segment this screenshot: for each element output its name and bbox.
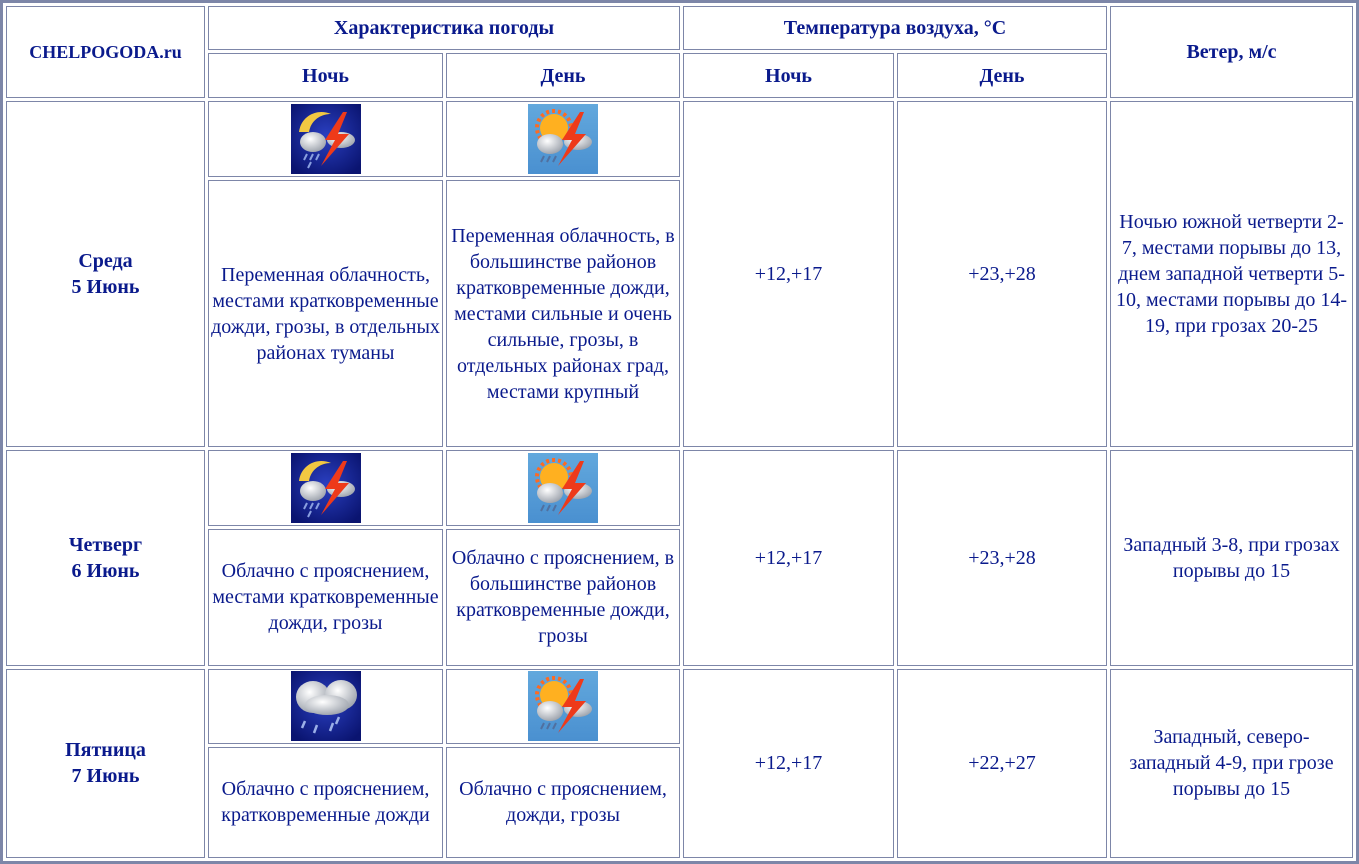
header-char-day: День — [446, 53, 680, 98]
header-weather-characteristics: Характеристика погоды — [208, 6, 680, 50]
day-icon-cell — [446, 101, 680, 177]
day-description: Переменная облачность, в большинстве районов кратковременные дожди, местами сильные и очень сильные, грозы, в отдельных районах град, местами крупный — [446, 180, 680, 447]
moon-cloud-thunderstorm-icon — [291, 104, 361, 174]
wind-description: Западный 3-8, при грозах порывы до 15 — [1110, 450, 1353, 665]
temp-night: +12,+17 — [683, 669, 894, 858]
site-logo: CHELPOGODA.ru — [6, 6, 205, 98]
table-row — [6, 669, 1353, 744]
table-row — [6, 450, 1353, 525]
date: 7 Июнь — [71, 765, 140, 788]
night-description: Переменная облачность, местами кратковременные дожди, грозы, в отдельных районах туманы — [208, 180, 443, 447]
temp-day: +23,+28 — [897, 450, 1107, 665]
temp-night: +12,+17 — [683, 450, 894, 665]
weekday: Пятница — [65, 739, 146, 762]
temp-day: +23,+28 — [897, 101, 1107, 447]
night-icon-cell — [208, 101, 443, 177]
day-label — [6, 101, 205, 447]
sun-cloud-thunderstorm-icon — [528, 104, 598, 174]
header-wind: Ветер, м/с — [1110, 6, 1353, 98]
night-description: Облачно с прояснением, местами кратковременные дожди, грозы — [208, 529, 443, 666]
header-temp-day: День — [897, 53, 1107, 98]
day-description: Облачно с прояснением, в большинстве районов кратковременные дожди, грозы — [446, 529, 680, 666]
weekday: Четверг — [68, 534, 143, 557]
day-label — [6, 450, 205, 665]
header-air-temperature: Температура воздуха, °С — [683, 6, 1107, 50]
header-temp-night: Ночь — [683, 53, 894, 98]
date: 6 Июнь — [71, 560, 140, 583]
day-icon-cell — [446, 450, 680, 525]
temp-day: +22,+27 — [897, 669, 1107, 858]
day-description: Облачно с прояснением, дожди, грозы — [446, 747, 680, 858]
moon-cloud-thunderstorm-icon — [291, 453, 361, 523]
night-icon-cell — [208, 450, 443, 525]
date: 5 Июнь — [71, 276, 140, 299]
night-icon-cell — [208, 669, 443, 744]
day-icon-cell — [446, 669, 680, 744]
day-label — [6, 669, 205, 858]
wind-description: Западный, северо-западный 4-9, при грозе порывы до 15 — [1110, 669, 1353, 858]
temp-night: +12,+17 — [683, 101, 894, 447]
night-description: Облачно с прояснением, кратковременные дожди — [208, 747, 443, 858]
cloud-rain-night-icon — [291, 671, 361, 741]
wind-description: Ночью южной четверти 2-7, местами порывы до 13, днем западной четверти 5-10, местами порывы до 14-19, при грозах 20-25 — [1110, 101, 1353, 447]
sun-cloud-thunderstorm-icon — [528, 671, 598, 741]
weekday: Среда — [78, 250, 133, 273]
sun-cloud-thunderstorm-icon — [528, 453, 598, 523]
header-char-night: Ночь — [208, 53, 443, 98]
table-row — [6, 101, 1353, 177]
